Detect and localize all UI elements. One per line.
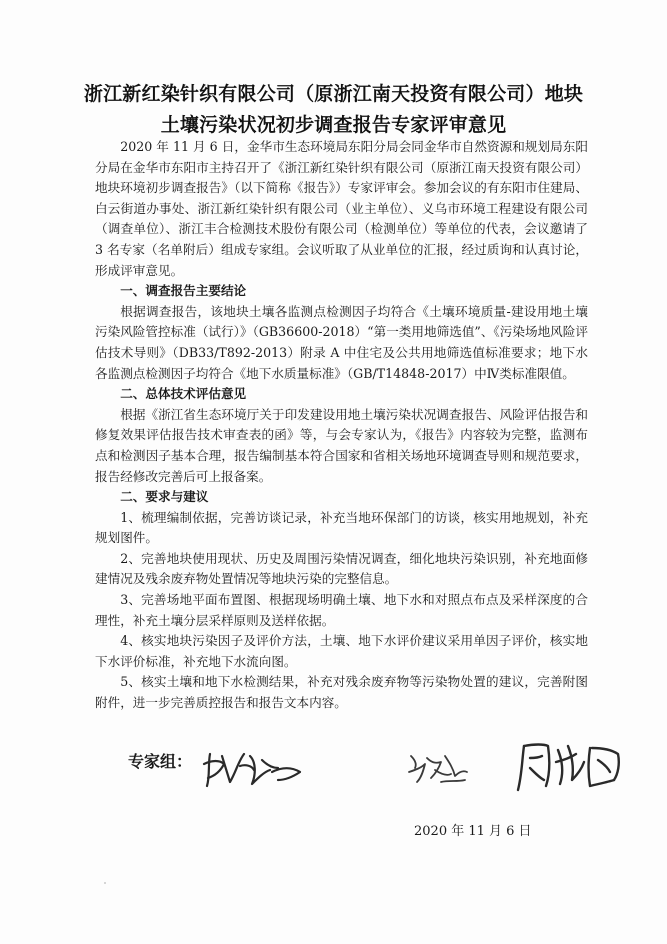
- section1-text: 根据调查报告，该地块土壤各监测点检测因子均符合《土壤环境质量-建设用地土壤污染风险管控标准（试行）》（GB36600-2018）“第一类用地筛选值”、《污染场地风险评估技术导则》（DB33/T892-2013）附录 A 中住宅及公共用地筛选值标准要求；地下水各监测点检测因子均符合《地下水质量标准》（GB/T14848-2017）中Ⅳ类标准限值。: [95, 303, 588, 381]
- section2-text: 根据《浙江省生态环境厅关于印发建设用地土壤污染状况调查报告、风险评估报告和修复效果评估报告技术审查表的函》等，与会专家认为，《报告》内容较为完整，监测布点和检测因子基本合理，报告编制基本符合国家和省相关场地环境调查导则和规范要求，报告经修改完善后可上报备案。: [95, 406, 588, 484]
- suggestion-item-5: 5、核实土壤和地下水检测结果，补充对残余废弃物等污染物处置的建议，完善附图附件，进一步完善质控报告和报告文本内容。: [95, 674, 588, 711]
- document-body: [95, 137, 588, 714]
- document-title-line2: 土壤污染状况初步调查报告专家评审意见: [160, 114, 507, 136]
- handwritten-signature-2: [405, 748, 475, 788]
- expert-group-label: 专家组：: [128, 752, 193, 771]
- suggestion-item-1: 1、梳理编制依据，完善访谈记录，补充当地环保部门的访谈，核实用地规划，补充规划图件。: [95, 509, 588, 546]
- scan-speck: [104, 882, 106, 884]
- section3-heading: 二、要求与建议: [120, 489, 209, 505]
- document-title-line1: 浙江新红染针织有限公司（原浙江南天投资有限公司）地块: [83, 83, 584, 105]
- section2-heading: 二、总体技术评估意见: [120, 386, 247, 402]
- suggestion-item-3: 3、完善场地平面布置图、根据现场明确土壤、地下水和对照点布点及采样深度的合理性，补充土壤分层采样原则及送样依据。: [95, 592, 588, 628]
- document-date: 2020 年 11 月 6 日: [414, 824, 532, 839]
- intro-paragraph: 2020 年 11 月 6 日，金华市生态环境局东阳分局会同金华市自然资源和规划局东阳分局在金华市东阳市主持召开了《浙江新红染针织有限公司（原浙江南天投资有限公司）地块环境初步调查报告》（以下简称《报告》）专家评审会。参加会议的有东阳市住建局、白云街道办事处、浙江新红染针织有限公司（业主单位）、义乌市环境工程建设有限公司（调查单位）、浙江丰合检测技术股份有限公司（检测单位）等单位的代表，会议邀请了 3 名专家（名单附后）组成专家组。会议听取了从业单位的汇报，经过质询和认真讨论，形成评审意见。: [95, 139, 588, 278]
- suggestion-item-4: 4、核实地块污染因子及评价方法，土壤、地下水评价建议采用单因子评价，核实地下水评价标准，补充地下水流向图。: [95, 633, 588, 669]
- suggestion-item-2: 2、完善地块使用现状、历史及周围污染情况调查，细化地块污染识别，补充地面修建情况及残余废弃物处置情况等地块污染的完整信息。: [95, 550, 588, 587]
- section1-heading: 一、调查报告主要结论: [120, 283, 247, 299]
- handwritten-signature-1: [200, 742, 310, 792]
- handwritten-signature-3: [510, 736, 630, 796]
